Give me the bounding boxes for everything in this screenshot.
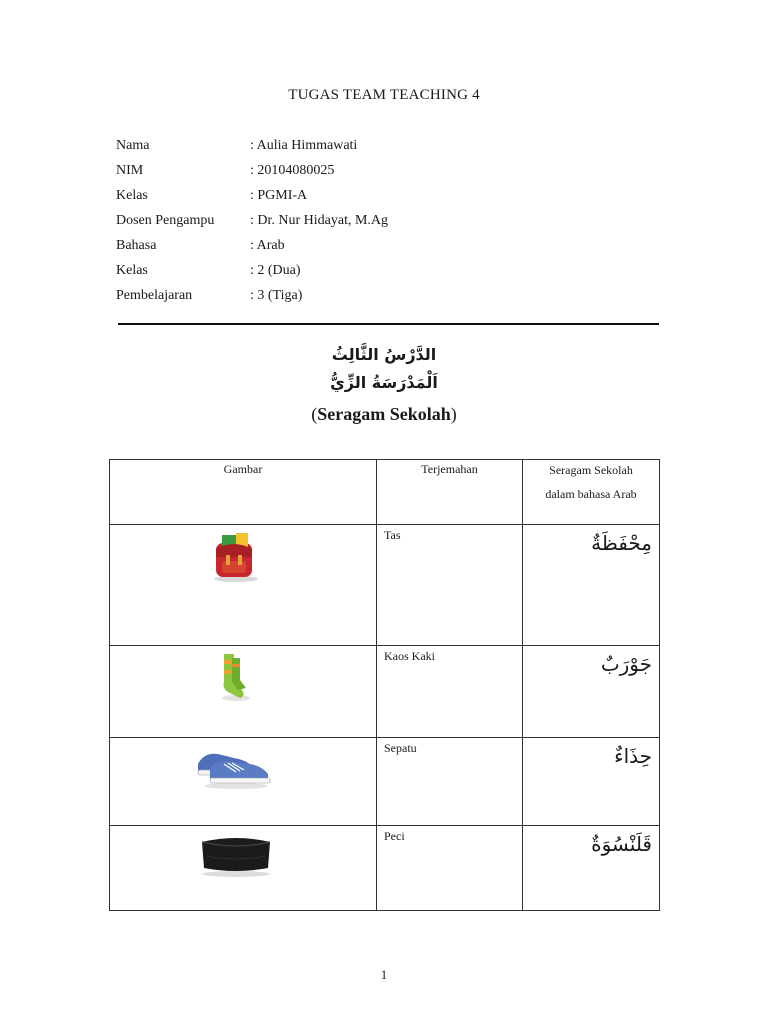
header-arabic xyxy=(523,460,660,525)
info-value: : Arab xyxy=(250,238,285,253)
socks-icon xyxy=(216,652,252,702)
arabic-cell: جَوْرَبٌ xyxy=(523,646,660,738)
page-number: 1 xyxy=(380,967,388,982)
translation-cell: Tas xyxy=(377,525,523,646)
info-label: Pembelajaran xyxy=(116,288,193,303)
info-value: : 20104080025 xyxy=(250,163,335,178)
picture-cell xyxy=(110,826,377,911)
subtitle-open-paren: ( xyxy=(311,404,318,424)
info-label: Nama xyxy=(116,138,150,153)
info-label: NIM xyxy=(116,163,144,178)
picture-cell xyxy=(110,525,377,646)
lesson-title-arabic: الدَّرْسُ الثَّالِثُ xyxy=(331,345,437,364)
table-row xyxy=(110,646,660,738)
info-value: : Dr. Nur Hidayat, M.Ag xyxy=(250,213,389,228)
info-label: Kelas xyxy=(116,263,148,278)
picture-cell xyxy=(110,646,377,738)
sneakers-icon xyxy=(194,742,274,790)
subtitle-close-paren: ) xyxy=(450,404,457,424)
info-label: Dosen Pengampu xyxy=(116,213,215,228)
arabic-cell: مِحْفَظَةٌ xyxy=(523,525,660,646)
translation-cell: Kaos Kaki xyxy=(377,646,523,738)
theme-title-arabic: اَلْمَدْرَسَةُ الزِّيُّ xyxy=(330,373,438,392)
header-picture: Gambar xyxy=(110,460,377,525)
header-arabic-line2: dalam bahasa Arab xyxy=(545,487,637,501)
arabic-cell: قَلَنْسُوَةٌ xyxy=(523,826,660,911)
info-value: : Aulia Himmawati xyxy=(250,138,358,153)
table-row xyxy=(110,738,660,826)
school-bag-icon xyxy=(206,531,262,583)
info-value: : 2 (Dua) xyxy=(250,263,301,278)
translation-cell: Sepatu xyxy=(377,738,523,826)
vocabulary-table xyxy=(109,459,660,911)
table-row xyxy=(110,826,660,911)
info-label: Kelas xyxy=(116,188,148,203)
document-title: TUGAS TEAM TEACHING 4 xyxy=(288,87,480,103)
table-header-row xyxy=(110,460,660,525)
picture-cell xyxy=(110,738,377,826)
header-translation: Terjemahan xyxy=(377,460,523,525)
peci-cap-icon xyxy=(198,834,274,878)
info-label: Bahasa xyxy=(116,238,157,253)
lesson-subtitle xyxy=(0,404,768,425)
horizontal-rule xyxy=(118,323,659,325)
table-row xyxy=(110,525,660,646)
arabic-cell: حِذَاءٌ xyxy=(523,738,660,826)
translation-cell: Peci xyxy=(377,826,523,911)
info-value: : 3 (Tiga) xyxy=(250,288,303,303)
info-value: : PGMI-A xyxy=(250,188,308,203)
header-arabic-line1: Seragam Sekolah xyxy=(549,463,633,477)
subtitle-text: Seragam Sekolah xyxy=(317,404,451,424)
